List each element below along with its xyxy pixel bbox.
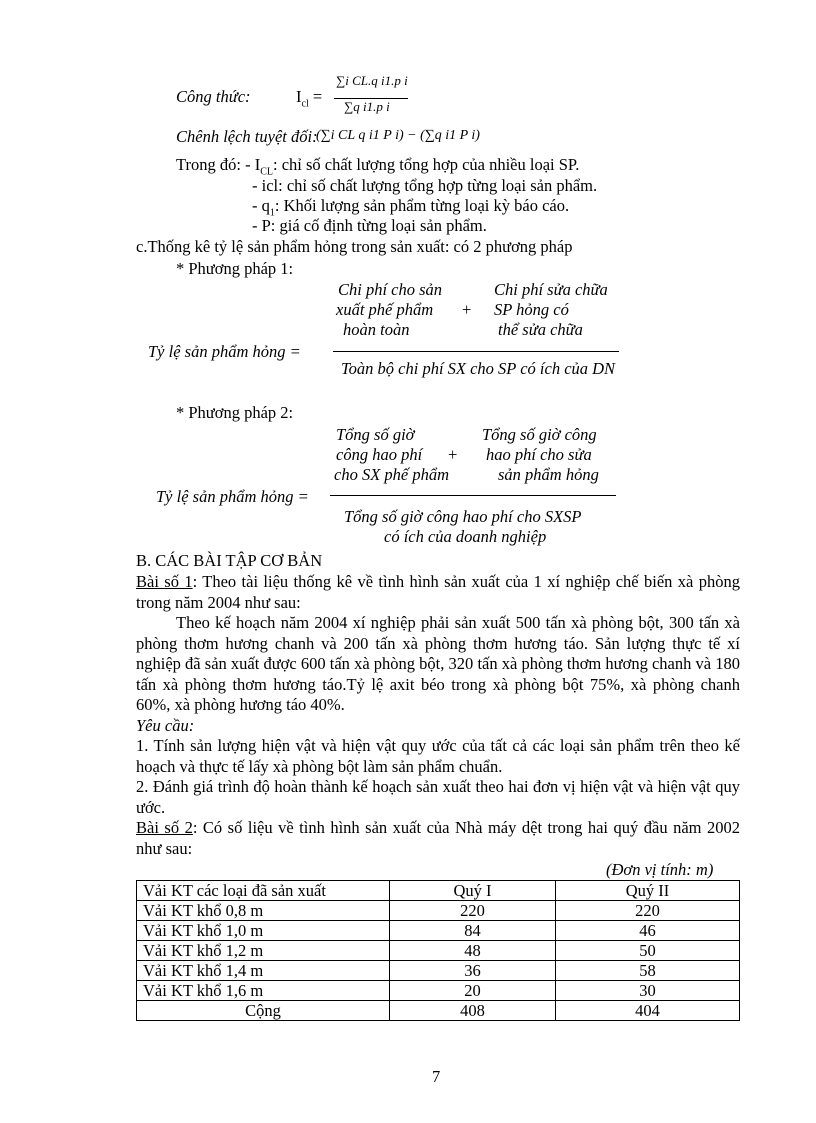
row-q1: 220 [390, 901, 556, 921]
method1-num-a-2: xuất phế phẩm [336, 300, 434, 319]
page-number: 7 [432, 1067, 441, 1086]
row-label: Vải KT khổ 1,0 m [137, 921, 390, 941]
method1-lhs: Tỷ lệ sản phẩm hỏng = [148, 342, 301, 361]
method2-num-a-3: cho SX phế phẩm [334, 465, 450, 484]
method1-denominator: Toàn bộ chi phí SX cho SP có ích của DN [341, 359, 616, 378]
where-line-2: - icl: chỉ số chất lượng tổng hợp từng loại sản phẩm. [252, 176, 598, 195]
row-q2: 30 [556, 981, 740, 1001]
formula-lhs-sub: cl [301, 98, 309, 110]
bai1-req1: 1. Tính sản lượng hiện vật và hiện vật quy ước của tất cả các loại sản phẩm trên theo kế hoạch và thực tế lấy xà phòng bột làm sản phẩm chuẩn. [136, 736, 740, 776]
method1-num-a-1: Chi phí cho sản [338, 280, 443, 299]
where-intro-sub: CL [260, 166, 273, 178]
bai1-label: Bài số 1 [136, 572, 193, 591]
method2-num-b-1: Tổng số giờ công [482, 425, 597, 444]
method2-num-b-3: sản phẩm hỏng [498, 465, 599, 484]
method2-plus: + [448, 445, 458, 464]
section-c-heading: c.Thống kê tỷ lệ sản phẩm hỏng trong sản xuất: có 2 phương pháp [136, 237, 573, 256]
table-header-row [137, 881, 740, 901]
row-label: Vải KT khổ 1,6 m [137, 981, 390, 1001]
total-q2: 404 [556, 1001, 740, 1021]
method1-num-b-2: SP hỏng có [494, 300, 569, 319]
where-intro: Trong đó: - I [176, 155, 261, 174]
bai2-intro [136, 818, 740, 859]
method2-title: * Phương pháp 2: [176, 403, 294, 422]
formula-lhs-symbol: I [296, 87, 302, 106]
where-line-1 [176, 156, 579, 178]
method1-num-b-3: thể sửa chữa [498, 320, 583, 339]
row-q1: 36 [390, 961, 556, 981]
table-total-row [137, 1001, 740, 1021]
where-line-4: - P: giá cố định từng loại sản phẩm. [252, 216, 487, 235]
method2-num-b-2: hao phí cho sửa [486, 445, 592, 464]
formula-label: Công thức: [176, 87, 251, 106]
table-row [137, 981, 740, 1001]
bai2-intro-text: : Có số liệu về tình hình sản xuất của Nhà máy dệt trong hai quý đầu năm 2002 như sau: [136, 818, 740, 858]
formula-numerator: ∑i CL.q i1.p i [336, 73, 408, 88]
method1-title: * Phương pháp 1: [176, 259, 294, 278]
row-q1: 48 [390, 941, 556, 961]
bai1-body: Theo kế hoạch năm 2004 xí nghiệp phải sản xuất 500 tấn xà phòng bột, 300 tấn xà phòng thơm hương chanh và 200 tấn xà phòng thơm hương táo. Sản lượng thực tế xí nghiệp đã sản xuất được 600 tấn xà phòng bột, 320 tấn xà phòng thơm hương chanh và 180 tấn xà phòng thơm hương táo.Tỷ lệ axit béo trong xà phòng bột 75%, xà phòng chanh 60%, xà phòng hương táo 40%. [136, 613, 740, 714]
row-label: Vải KT khổ 0,8 m [137, 901, 390, 921]
method2-denominator-1: Tổng số giờ công hao phí cho SXSP [344, 507, 582, 526]
bai1-intro [136, 572, 740, 613]
total-label: Cộng [137, 1001, 390, 1021]
row-q2: 220 [556, 901, 740, 921]
bai1-req-label: Yêu cầu: [136, 715, 195, 735]
method2-lhs: Tỷ lệ sản phẩm hỏng = [156, 487, 309, 506]
method2-fraction-line [330, 495, 616, 496]
bai1-req2: 2. Đánh giá trình độ hoàn thành kế hoạch sản xuất theo hai đơn vị hiện vật và hiện vật quy ước. [136, 777, 740, 817]
method2-num-a-1: Tổng số giờ [336, 425, 415, 444]
header-cell-q1: Quý I [390, 881, 556, 901]
header-cell-q2: Quý II [556, 881, 740, 901]
formula-denominator: ∑q i1.p i [344, 99, 390, 114]
row-q2: 58 [556, 961, 740, 981]
method1-num-b-1: Chi phí sửa chữa [494, 280, 608, 299]
method2-num-a-2: công hao phí [336, 445, 423, 464]
method1-num-a-3: hoàn toàn [343, 320, 410, 339]
section-b-heading: B. CÁC BÀI TẬP CƠ BẢN [136, 551, 323, 570]
abs-expression: (∑i CL q i1 P i) − (∑q i1 P i) [316, 128, 480, 143]
where-line3-pre: - q [252, 196, 270, 215]
header-cell-type: Vải KT các loại đã sản xuất [137, 881, 390, 901]
row-q2: 50 [556, 941, 740, 961]
row-label: Vải KT khổ 1,2 m [137, 941, 390, 961]
production-table [136, 880, 740, 1021]
formula-lhs: $I_{cl}$ = [296, 87, 323, 110]
where-line1-rest: : chỉ số chất lượng tổng hợp của nhiều loại SP. [272, 155, 580, 174]
table-row [137, 941, 740, 961]
method2-denominator-2: có ích của doanh nghiệp [384, 527, 547, 546]
method1-fraction-line [333, 351, 619, 352]
where-line3-sub: 1 [269, 207, 275, 219]
method1-plus: + [462, 300, 472, 319]
row-q2: 46 [556, 921, 740, 941]
bai2-label: Bài số 2 [136, 818, 193, 837]
where-line3-rest: : Khối lượng sản phẩm từng loại kỳ báo cáo. [274, 196, 570, 215]
row-q1: 20 [390, 981, 556, 1001]
table-row [137, 901, 740, 921]
total-q1: 408 [390, 1001, 556, 1021]
row-q1: 84 [390, 921, 556, 941]
table-row [137, 921, 740, 941]
bai2-unit: (Đơn vị tính: m) [606, 860, 714, 879]
bai1-intro-text: : Theo tài liệu thống kê về tình hình sản xuất của 1 xí nghiệp chế biến xà phòng trong năm 2004 như sau: [136, 572, 740, 612]
bai1-block [136, 572, 740, 859]
abs-label: Chênh lệch tuyệt đối: [176, 127, 318, 146]
table-row [137, 961, 740, 981]
row-label: Vải KT khổ 1,4 m [137, 961, 390, 981]
